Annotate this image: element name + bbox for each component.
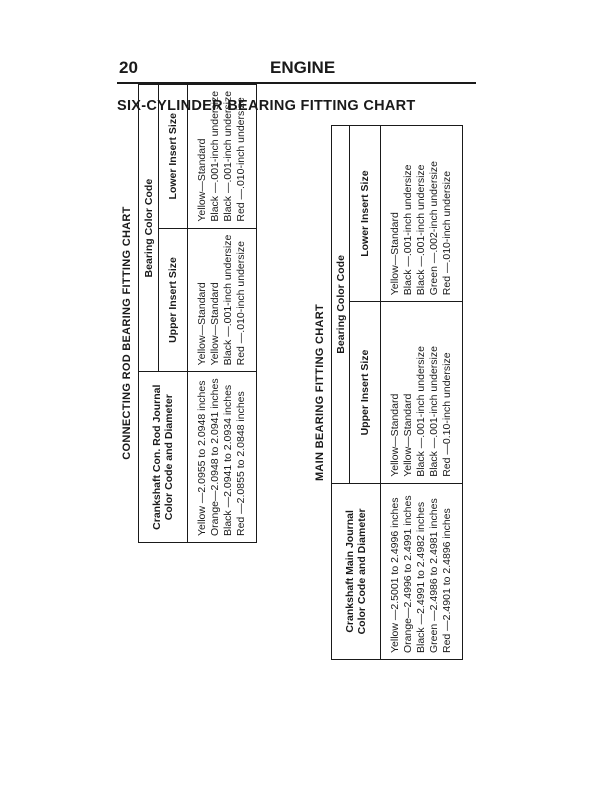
lower-insert-header: Lower Insert Size — [159, 84, 188, 228]
journal-column-header: Crankshaft Main Journal Color Code and Diameter — [332, 483, 381, 659]
lower-cell: Black —.001-inch undersize — [402, 126, 415, 302]
chart-title: SIX-CYLINDER BEARING FITTING CHART — [117, 98, 416, 114]
upper-cell: Red —.010-inch undersize — [235, 228, 257, 372]
connecting-rod-caption: CONNECTING ROD BEARING FITTING CHART — [121, 206, 133, 460]
section-title: ENGINE — [270, 58, 336, 77]
journal-column-header: Crankshaft Con. Rod Journal Color Code and Diameter — [139, 372, 188, 543]
page-number: 20 — [119, 58, 138, 77]
lower-cell: Black —.001-inch undersize — [415, 126, 428, 302]
bearing-color-code-header: Bearing Color Code — [139, 84, 159, 371]
main-bearing-chart — [310, 125, 483, 660]
journal-cell: Green —2.4986 to 2.4981 inches — [428, 483, 441, 659]
lower-insert-header: Lower Insert Size — [350, 126, 381, 302]
table-row — [235, 84, 257, 542]
journal-cell: Red —2.4901 to 2.4896 inches — [441, 483, 463, 659]
upper-cell: Black —.001-inch undersize — [222, 228, 235, 372]
table-row — [441, 126, 463, 660]
journal-cell: Yellow —2.0955 to 2.0948 inches — [188, 372, 210, 543]
table-row — [209, 84, 222, 542]
connecting-rod-table — [138, 84, 257, 543]
upper-insert-header: Upper Insert Size — [350, 302, 381, 484]
journal-cell: Yellow —2.5001 to 2.4996 inches — [381, 483, 403, 659]
upper-cell: Red —0.10-inch undersize — [441, 302, 463, 484]
lower-cell: Red —.010-inch undersize — [235, 84, 257, 228]
lower-cell: Black —.001-inch undersize — [209, 84, 222, 228]
journal-cell: Orange—2.0948 to 2.0941 inches — [209, 372, 222, 543]
table-row — [222, 84, 235, 542]
lower-cell: Black —.001-inch undersize — [222, 84, 235, 228]
table-row — [381, 126, 403, 660]
journal-cell: Black —2.4991 to 2.4982 inches — [415, 483, 428, 659]
upper-cell: Yellow—Standard — [188, 228, 210, 372]
lower-cell: Red —.010-inch undersize — [441, 126, 463, 302]
lower-cell: Yellow—Standard — [381, 126, 403, 302]
upper-cell: Yellow—Standard — [209, 228, 222, 372]
bearing-color-code-header: Bearing Color Code — [332, 126, 350, 484]
upper-cell: Yellow—Standard — [402, 302, 415, 484]
lower-cell: Green —.002-inch undersize — [428, 126, 441, 302]
main-bearing-table — [331, 125, 463, 660]
lower-cell: Yellow—Standard — [188, 84, 210, 228]
journal-cell: Orange—2.4996 to 2.4991 inches — [402, 483, 415, 659]
upper-cell: Yellow—Standard — [381, 302, 403, 484]
journal-cell: Red —2.0855 to 2.0848 inches — [235, 372, 257, 543]
main-bearing-caption: MAIN BEARING FITTING CHART — [314, 303, 326, 482]
journal-cell: Black —2.0941 to 2.0934 inches — [222, 372, 235, 543]
table-row — [428, 126, 441, 660]
upper-insert-header: Upper Insert Size — [159, 228, 188, 372]
table-row — [415, 126, 428, 660]
upper-cell: Black —.001-inch undersize — [428, 302, 441, 484]
upper-cell: Black —.001-inch undersize — [415, 302, 428, 484]
table-row — [188, 84, 210, 542]
table-row — [402, 126, 415, 660]
